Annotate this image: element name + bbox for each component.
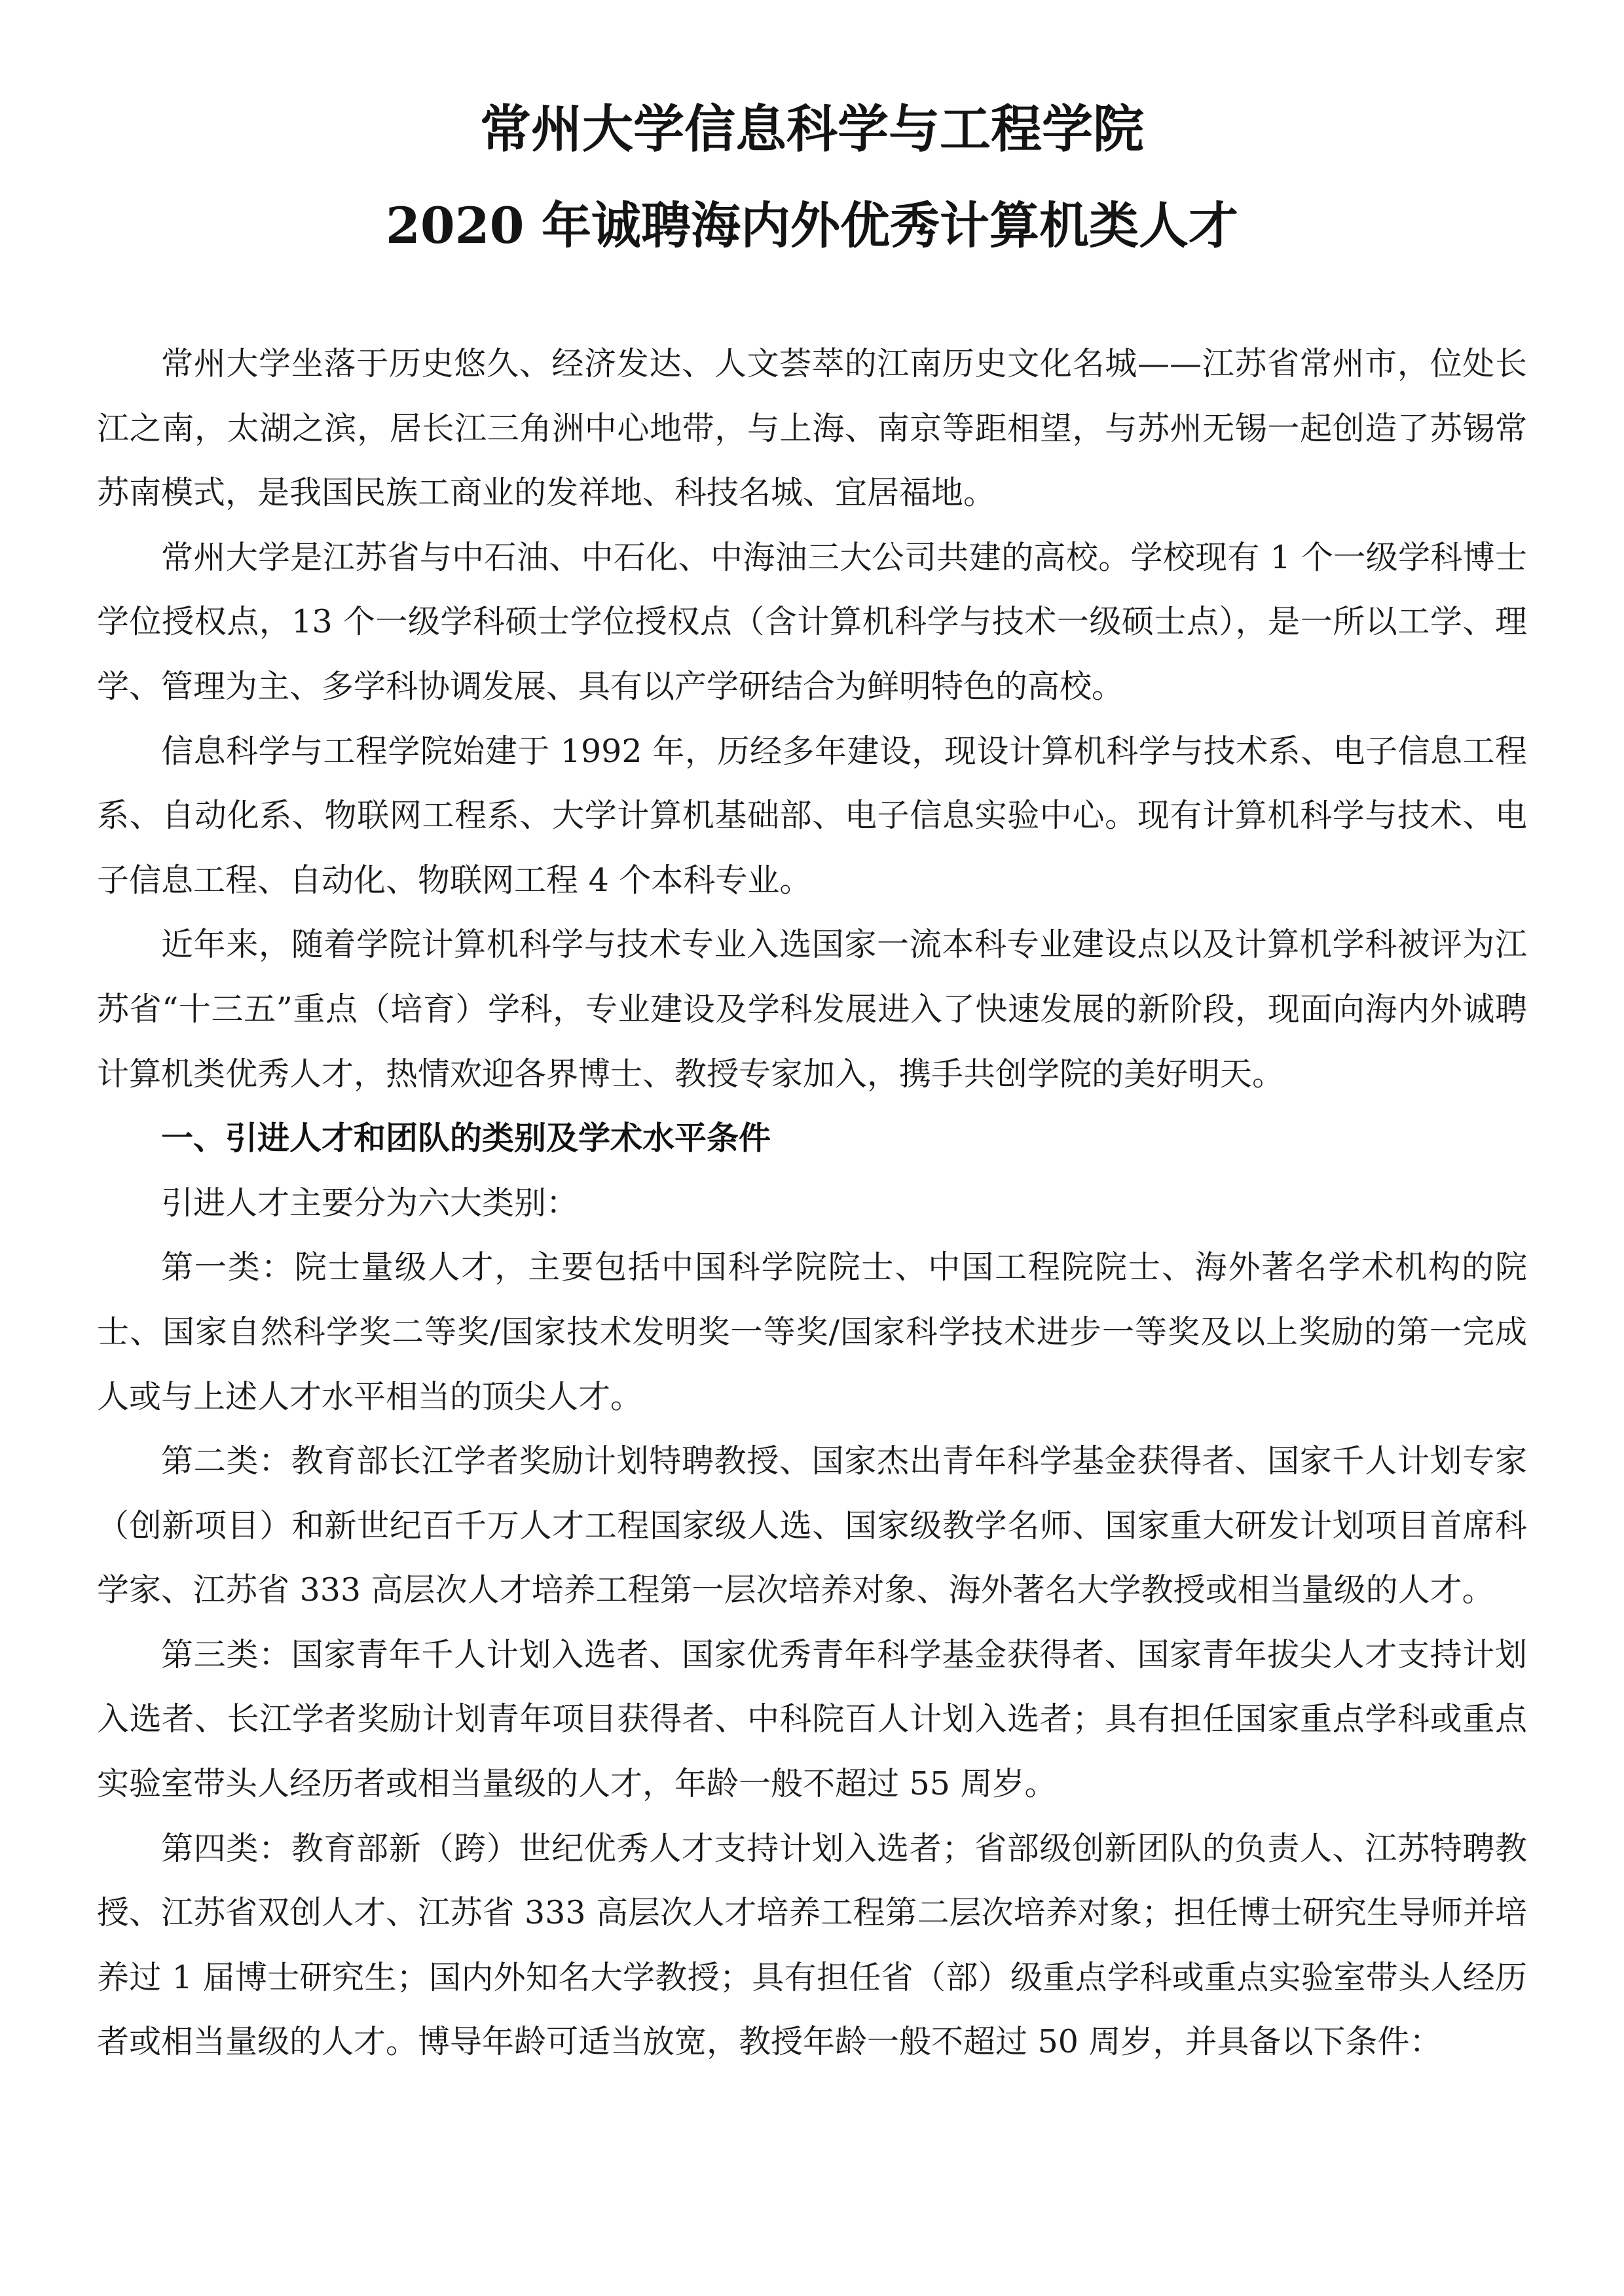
document-title: 常州大学信息科学与工程学院	[479, 100, 1144, 159]
intro-paragraph-2: 常州大学是江苏省与中石油、中石化、中海油三大公司共建的高校。学校现有 1 个一级学科博士学位授权点，13 个一级学科硕士学位授权点（含计算机科学与技术一级硕士点），是一所以工学、理学、管理为主、多学科协调发展、具有以产学研结合为鲜明特色的高校。	[97, 538, 1527, 705]
intro-paragraph-1: 常州大学坐落于历史悠久、经济发达、人文荟萃的江南历史文化名城——江苏省常州市，位处长江之南，太湖之滨，居长江三角洲中心地带，与上海、南京等距相望，与苏州无锡一起创造了苏锡常苏南模式，是我国民族工商业的发祥地、科技名城、宜居福地。	[97, 345, 1527, 512]
category-paragraph-4: 第四类：教育部新（跨）世纪优秀人才支持计划入选者；省部级创新团队的负责人、江苏特聘教授、江苏省双创人才、江苏省 333 高层次人才培养工程第二层次培养对象；担任博士研究生导师并培养过 1 届博士研究生；国内外知名大学教授；具有担任省（部）级重点学科或重点实验室带头人经历者或相当量级的人才。博导年龄可适当放宽，教授年龄一般不超过 50 周岁，并具备以下条件：	[97, 1829, 1527, 2061]
category-paragraph-3: 第三类：国家青年千人计划入选者、国家优秀青年科学基金获得者、国家青年拔尖人才支持计划入选者、长江学者奖励计划青年项目获得者、中科院百人计划入选者；具有担任国家重点学科或重点实验室带头人经历者或相当量级的人才，年龄一般不超过 55 周岁。	[97, 1635, 1527, 1803]
document-body	[97, 332, 1527, 2075]
category-paragraph-1: 第一类：院士量级人才，主要包括中国科学院院士、中国工程院院士、海外著名学术机构的院士、国家自然科学奖二等奖/国家技术发明奖一等奖/国家科学技术进步一等奖及以上奖励的第一完成人或与上述人才水平相当的顶尖人才。	[97, 1248, 1527, 1415]
intro-paragraph-4: 近年来，随着学院计算机科学与技术专业入选国家一流本科专业建设点以及计算机学科被评为江苏省“十三五”重点（培育）学科，专业建设及学科发展进入了快速发展的新阶段，现面向海内外诚聘计算机类优秀人才，热情欢迎各界博士、教授专家加入，携手共创学院的美好明天。	[97, 926, 1527, 1093]
document-subtitle: 2020 年诚聘海内外优秀计算机类人才	[386, 196, 1238, 255]
section-lead: 引进人才主要分为六大类别：	[161, 1184, 579, 1222]
section-heading: 一、引进人才和团队的类别及学术水平条件	[161, 1120, 771, 1157]
intro-paragraph-3: 信息科学与工程学院始建于 1992 年，历经多年建设，现设计算机科学与技术系、电子信息工程系、自动化系、物联网工程系、大学计算机基础部、电子信息实验中心。现有计算机科学与技术、电子信息工程、自动化、物联网工程 4 个本科专业。	[97, 732, 1527, 899]
category-paragraph-2: 第二类：教育部长江学者奖励计划特聘教授、国家杰出青年科学基金获得者、国家千人计划专家（创新项目）和新世纪百千万人才工程国家级人选、国家级教学名师、国家重大研发计划项目首席科学家、江苏省 333 高层次人才培养工程第一层次培养对象、海外著名大学教授或相当量级的人才。	[97, 1442, 1527, 1609]
